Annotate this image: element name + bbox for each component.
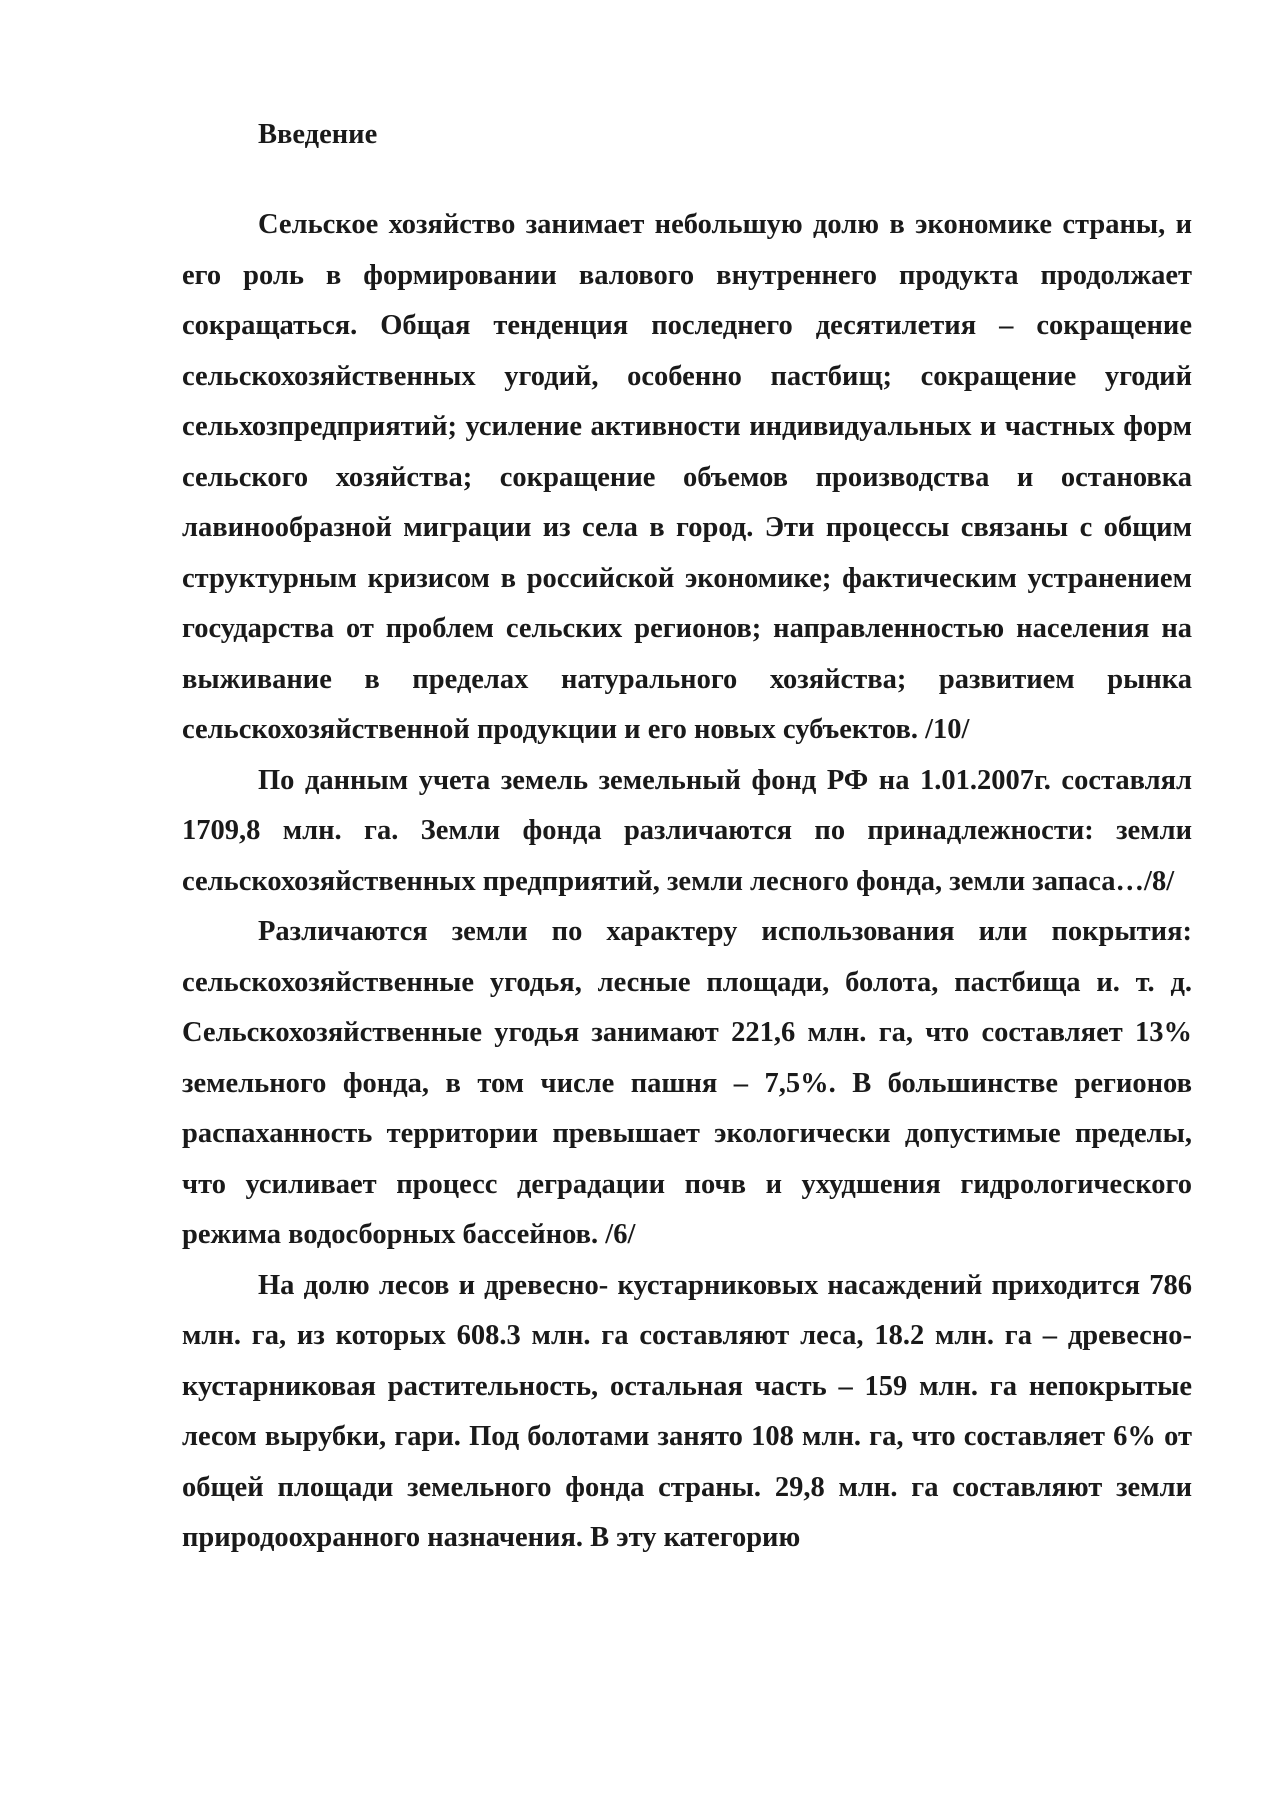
heading-spacer (182, 160, 1192, 200)
paragraph-agriculture-overview: Сельское хозяйство занимает небольшую долю в экономике страны, и его роль в формировании валового внутреннего продукта продолжает сокращаться. Общая тенденция последнего десятилетия – сокращение сельскохозяйственных угодий, особенно пастбищ; сокращение угодий сельхозпредприятий; усиление активности индивидуальных и частных форм сельского хозяйства; сокращение объемов производства и остановка лавинообразной миграции из села в город. Эти процессы связаны с общим структурным кризисом в российской экономике; фактическим устранением государства от проблем сельских регионов; направленностью населения на выживание в пределах натурального хозяйства; развитием рынка сельскохозяйственной продукции и его новых субъектов. /10/ (182, 209, 1192, 745)
paragraph-forests-wetlands: На долю лесов и древесно- кустарниковых насаждений приходится 786 млн. га, из которых 608.3 млн. га составляют леса, 18.2 млн. га – древесно- кустарниковая растительность, остальная часть – 159 млн. га непокрытые лесом вырубки, гари. Под болотами занято 108 млн. га, что составляет 6% от общей площади земельного фонда страны. 29,8 млн. га составляют земли природоохранного назначения. В эту категорию (182, 1269, 1192, 1553)
paragraph-land-usage: Различаются земли по характеру использования или покрытия: сельскохозяйственные угодья, лесные площади, болота, пастбища и. т. д. Сельскохозяйственные угодья занимают 221,6 млн. га, что составляет 13% земельного фонда, в том числе пашня – 7,5%. В большинстве регионов распаханность территории превышает экологически допустимые пределы, что усиливает процесс деградации почв и ухудшения гидрологического режима водосборных бассейнов. /6/ (182, 916, 1192, 1250)
section-heading: Введение (258, 119, 378, 150)
paragraph-land-fund: По данным учета земель земельный фонд РФ на 1.01.2007г. составлял 1709,8 млн. га. Земли фонда различаются по принадлежности: земли сельскохозяйственных предприятий, земли лесного фонда, земли запаса…/8/ (182, 764, 1192, 897)
document-page (182, 110, 1192, 1564)
